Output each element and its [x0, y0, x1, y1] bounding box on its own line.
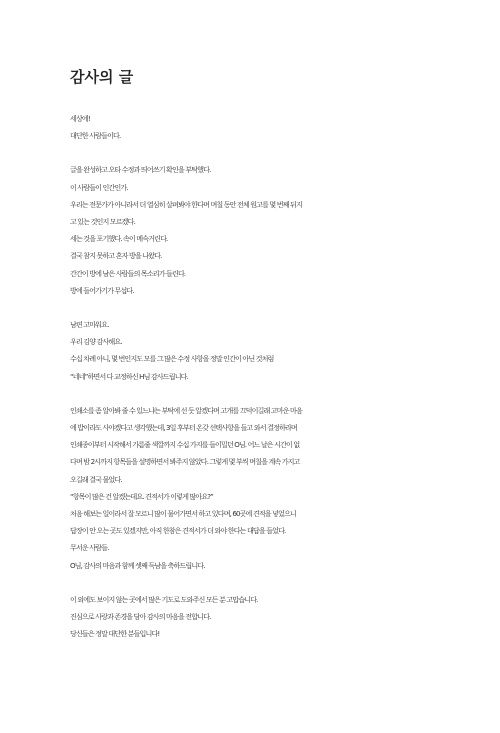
text-line: 우리 김양 감사해요.: [70, 337, 122, 347]
text-line: 고 있는 것인지 모르겠다.: [70, 217, 135, 227]
text-line: O님, 감사의 마음과 함께 셋째 득남을 축하드립니다.: [70, 560, 205, 570]
document-page: [70, 66, 440, 659]
text-line: 이 사람들이 인간인가.: [70, 182, 128, 192]
text-line: 세는 것을 포기했다. 속이 메슥거린다.: [70, 234, 168, 244]
text-line: 진심으로 사랑과 존경을 담아 감사의 마음을 전합니다.: [70, 612, 211, 622]
text-line: 대단한 사람들이다.: [70, 131, 121, 141]
paragraph-3: [70, 316, 440, 385]
text-line: 무서운 사람들.: [70, 543, 109, 553]
text-line: 당신들은 정말 대단한 분들입니다!: [70, 629, 160, 639]
text-line: 남편 고마워요.: [70, 320, 109, 330]
text-line: “항목이 많은 건 알겠는데요. 견적서가 이렇게 많아요?”: [70, 491, 213, 501]
document-body: [70, 110, 440, 642]
text-line: 처음 해보는 일이라서 잘 모르니 많이 물어가면서 하고 있다며, 60곳에 견적을 넣었으니: [70, 509, 296, 519]
text-line: 다며 밤 2시까지 항목들을 설명하면서 봐주지 않았다. 그렇게 몇 부씩 며칠을 계속 가지고: [70, 457, 300, 467]
text-line: 우리는 전문가가 아니라서 더 열심히 살펴봐야 한다며 며칠 동안 전체 원고를 몇 번째 뒤지: [70, 199, 302, 209]
paragraph-2: [70, 161, 440, 299]
text-line: 에 밥이라도 사야겠다고 생각했는데, 3일 후부터 온갖 선택사항을 들고 와서 결정하라며: [70, 423, 297, 433]
text-line: 결국 참지 못하고 혼자 방을 나왔다.: [70, 251, 162, 261]
text-line: 방에 들어가기가 무섭다.: [70, 285, 134, 295]
text-line: 인쇄소를 좀 알아봐 줄 수 있느냐는 부탁에 선 듯 알겠다며 고개를 끄덕이길래 고마운 마음: [70, 405, 302, 415]
text-line: 이 외에도 보이지 않는 곳에서 많은 기도로 도와주신 모든 분 고맙습니다.: [70, 594, 258, 604]
paragraph-4: [70, 402, 440, 574]
text-line: 오길래 결국 물었다.: [70, 474, 122, 484]
text-line: 수십 차례 아니, 몇 번인지도 모를 그 많은 수정 사항을 정말 인간이 아닌 것처럼: [70, 354, 274, 364]
text-line: 인쇄종이부터 시작해서 가름줄 색깔까지 수십 가지를 들이밀던 O님. 어느 날은 시간이 없: [70, 440, 300, 450]
text-line: 글을 완성하고 오타 수정과 띄어쓰기 확인을 부탁했다.: [70, 165, 211, 175]
paragraph-5: [70, 591, 440, 643]
text-line: “네네”하면서 다 교정하신 H님 감사드립니다.: [70, 371, 188, 381]
text-line: 세상에!: [70, 114, 90, 123]
text-line: 답장이 안 오는 곳도 있겠지만, 아직 한참은 견적서가 더 와야 한다는 대답을 들었다.: [70, 526, 286, 536]
text-line: 간간이 방에 남은 사람들의 목소리가 들린다.: [70, 268, 186, 278]
paragraph-1: [70, 110, 440, 144]
page-title: 감사의 글: [70, 68, 134, 86]
